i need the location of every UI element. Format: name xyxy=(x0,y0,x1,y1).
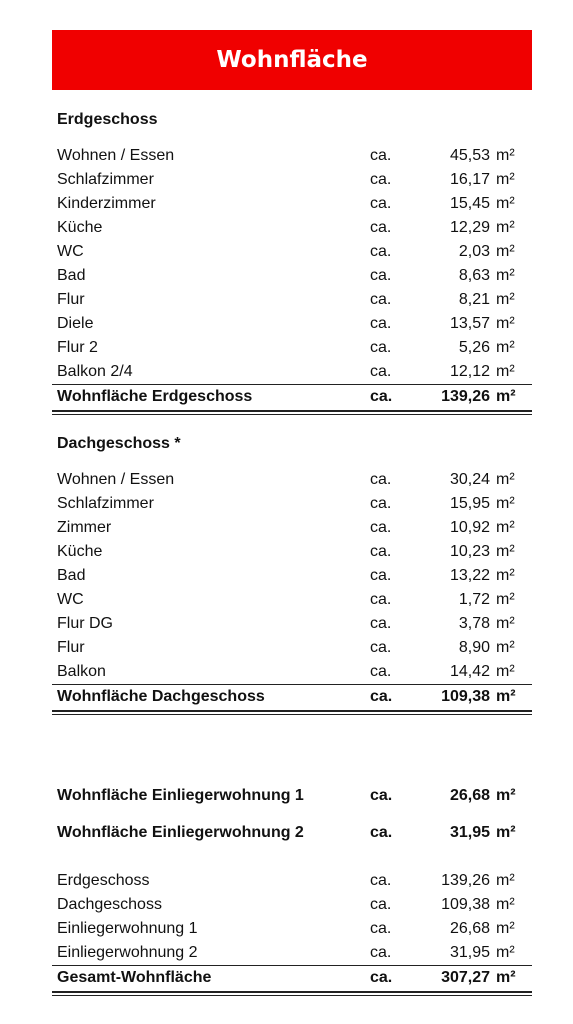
total-label: Gesamt-Wohnfläche xyxy=(57,969,212,986)
row-label: Dachgeschoss xyxy=(57,896,162,913)
unit-label: m² xyxy=(496,315,515,332)
row-value: 10,92 xyxy=(449,519,490,536)
table-row xyxy=(52,192,532,216)
total-row-dachgeschoss xyxy=(52,684,532,709)
unit-label: m² xyxy=(496,567,515,584)
row-value: 15,95 xyxy=(449,495,490,512)
row-value: 109,38 xyxy=(441,896,490,913)
row-label: Küche xyxy=(57,219,103,236)
total-value: 307,27 xyxy=(441,969,490,986)
unit-label: m² xyxy=(496,543,515,560)
unit-label: m² xyxy=(496,824,516,841)
ca-label: ca. xyxy=(370,567,392,584)
ca-label: ca. xyxy=(370,920,392,937)
unit-label: m² xyxy=(496,591,515,608)
summary-row xyxy=(52,917,532,941)
row-value: 31,95 xyxy=(449,944,490,961)
row-value: 26,68 xyxy=(449,787,490,804)
row-label: Küche xyxy=(57,543,103,560)
ca-label: ca. xyxy=(370,787,393,804)
table-row xyxy=(52,144,532,168)
table-row xyxy=(52,216,532,240)
unit-label: m² xyxy=(496,519,515,536)
row-label: Balkon xyxy=(57,663,106,680)
row-label: Einliegerwohnung 1 xyxy=(57,920,198,937)
ca-label: ca. xyxy=(370,543,392,560)
table-row xyxy=(52,468,532,492)
unit-label: m² xyxy=(496,339,515,356)
row-value: 26,68 xyxy=(449,920,490,937)
ca-label: ca. xyxy=(370,663,392,680)
row-label: Bad xyxy=(57,267,86,284)
ca-label: ca. xyxy=(370,896,392,913)
row-label: Flur DG xyxy=(57,615,113,632)
row-value: 8,21 xyxy=(458,291,490,308)
ca-label: ca. xyxy=(370,315,392,332)
ca-label: ca. xyxy=(370,872,392,889)
unit-label: m² xyxy=(496,147,515,164)
unit-label: m² xyxy=(496,663,515,680)
ca-label: ca. xyxy=(370,267,392,284)
ca-label: ca. xyxy=(370,519,392,536)
row-value: 139,26 xyxy=(441,872,490,889)
unit-label: m² xyxy=(496,969,516,986)
ca-label: ca. xyxy=(370,171,392,188)
summary-row xyxy=(52,869,532,893)
unit-label: m² xyxy=(496,471,515,488)
einlieger-row-2 xyxy=(52,821,532,845)
ca-label: ca. xyxy=(370,339,392,356)
total-label: Wohnfläche Erdgeschoss xyxy=(57,388,253,405)
unit-label: m² xyxy=(496,195,515,212)
ca-label: ca. xyxy=(370,944,392,961)
unit-label: m² xyxy=(496,388,516,405)
ca-label: ca. xyxy=(370,291,392,308)
row-label: WC xyxy=(57,243,84,260)
row-label: Wohnen / Essen xyxy=(57,147,175,164)
ca-label: ca. xyxy=(370,195,392,212)
row-value: 10,23 xyxy=(449,543,490,560)
table-row xyxy=(52,564,532,588)
unit-label: m² xyxy=(496,896,515,913)
total-value: 109,38 xyxy=(441,688,490,705)
row-value: 12,12 xyxy=(449,363,490,380)
unit-label: m² xyxy=(496,787,516,804)
ca-label: ca. xyxy=(370,388,393,405)
table-row xyxy=(52,516,532,540)
row-value: 14,42 xyxy=(449,663,490,680)
unit-label: m² xyxy=(496,171,515,188)
section-heading-erdgeschoss: Erdgeschoss xyxy=(57,111,158,128)
row-value: 15,45 xyxy=(449,195,490,212)
table-row xyxy=(52,588,532,612)
einlieger-row-1 xyxy=(52,784,532,808)
unit-label: m² xyxy=(496,688,516,705)
row-label: Flur xyxy=(57,291,85,308)
row-label: WC xyxy=(57,591,84,608)
ca-label: ca. xyxy=(370,639,392,656)
row-label: Bad xyxy=(57,567,86,584)
row-value: 30,24 xyxy=(449,471,490,488)
total-row-erdgeschoss xyxy=(52,384,532,409)
section-heading-dachgeschoss: Dachgeschoss * xyxy=(57,435,181,452)
unit-label: m² xyxy=(496,363,515,380)
ca-label: ca. xyxy=(370,147,392,164)
unit-label: m² xyxy=(496,243,515,260)
table-row xyxy=(52,612,532,636)
row-value: 3,78 xyxy=(458,615,490,632)
ca-label: ca. xyxy=(370,219,392,236)
ca-label: ca. xyxy=(370,688,393,705)
total-value: 139,26 xyxy=(441,388,490,405)
row-label: Diele xyxy=(57,315,94,332)
table-row xyxy=(52,312,532,336)
total-label: Wohnfläche Dachgeschoss xyxy=(57,688,265,705)
table-row xyxy=(52,240,532,264)
table-row xyxy=(52,168,532,192)
ca-label: ca. xyxy=(370,969,393,986)
unit-label: m² xyxy=(496,872,515,889)
row-value: 2,03 xyxy=(458,243,490,260)
row-label: Kinderzimmer xyxy=(57,195,156,212)
unit-label: m² xyxy=(496,219,515,236)
unit-label: m² xyxy=(496,267,515,284)
table-row xyxy=(52,636,532,660)
table-row xyxy=(52,540,532,564)
ca-label: ca. xyxy=(370,591,392,608)
row-label: Balkon 2/4 xyxy=(57,363,133,380)
total-row-gesamt xyxy=(52,965,532,990)
page-title: Wohnfläche xyxy=(52,30,532,90)
row-label: Flur xyxy=(57,639,85,656)
row-value: 8,63 xyxy=(458,267,490,284)
table-row xyxy=(52,492,532,516)
unit-label: m² xyxy=(496,495,515,512)
unit-label: m² xyxy=(496,639,515,656)
unit-label: m² xyxy=(496,944,515,961)
table-row xyxy=(52,360,532,384)
ca-label: ca. xyxy=(370,471,392,488)
row-label: Schlafzimmer xyxy=(57,171,154,188)
ca-label: ca. xyxy=(370,824,393,841)
row-label: Schlafzimmer xyxy=(57,495,154,512)
row-value: 8,90 xyxy=(458,639,490,656)
ca-label: ca. xyxy=(370,363,392,380)
row-value: 31,95 xyxy=(449,824,490,841)
row-value: 13,22 xyxy=(449,567,490,584)
row-value: 5,26 xyxy=(458,339,490,356)
ca-label: ca. xyxy=(370,243,392,260)
ca-label: ca. xyxy=(370,495,392,512)
ca-label: ca. xyxy=(370,615,392,632)
row-value: 12,29 xyxy=(449,219,490,236)
row-label: Flur 2 xyxy=(57,339,98,356)
table-row xyxy=(52,660,532,684)
summary-row xyxy=(52,893,532,917)
row-value: 16,17 xyxy=(449,171,490,188)
unit-label: m² xyxy=(496,615,515,632)
row-value: 45,53 xyxy=(449,147,490,164)
row-label: Wohnfläche Einliegerwohnung 1 xyxy=(57,787,304,804)
row-value: 1,72 xyxy=(458,591,490,608)
unit-label: m² xyxy=(496,291,515,308)
table-row xyxy=(52,288,532,312)
summary-row xyxy=(52,941,532,965)
table-row xyxy=(52,336,532,360)
row-label: Zimmer xyxy=(57,519,112,536)
table-row xyxy=(52,264,532,288)
unit-label: m² xyxy=(496,920,515,937)
row-label: Wohnen / Essen xyxy=(57,471,175,488)
row-label: Wohnfläche Einliegerwohnung 2 xyxy=(57,824,304,841)
row-label: Erdgeschoss xyxy=(57,872,150,889)
row-label: Einliegerwohnung 2 xyxy=(57,944,198,961)
row-value: 13,57 xyxy=(449,315,490,332)
